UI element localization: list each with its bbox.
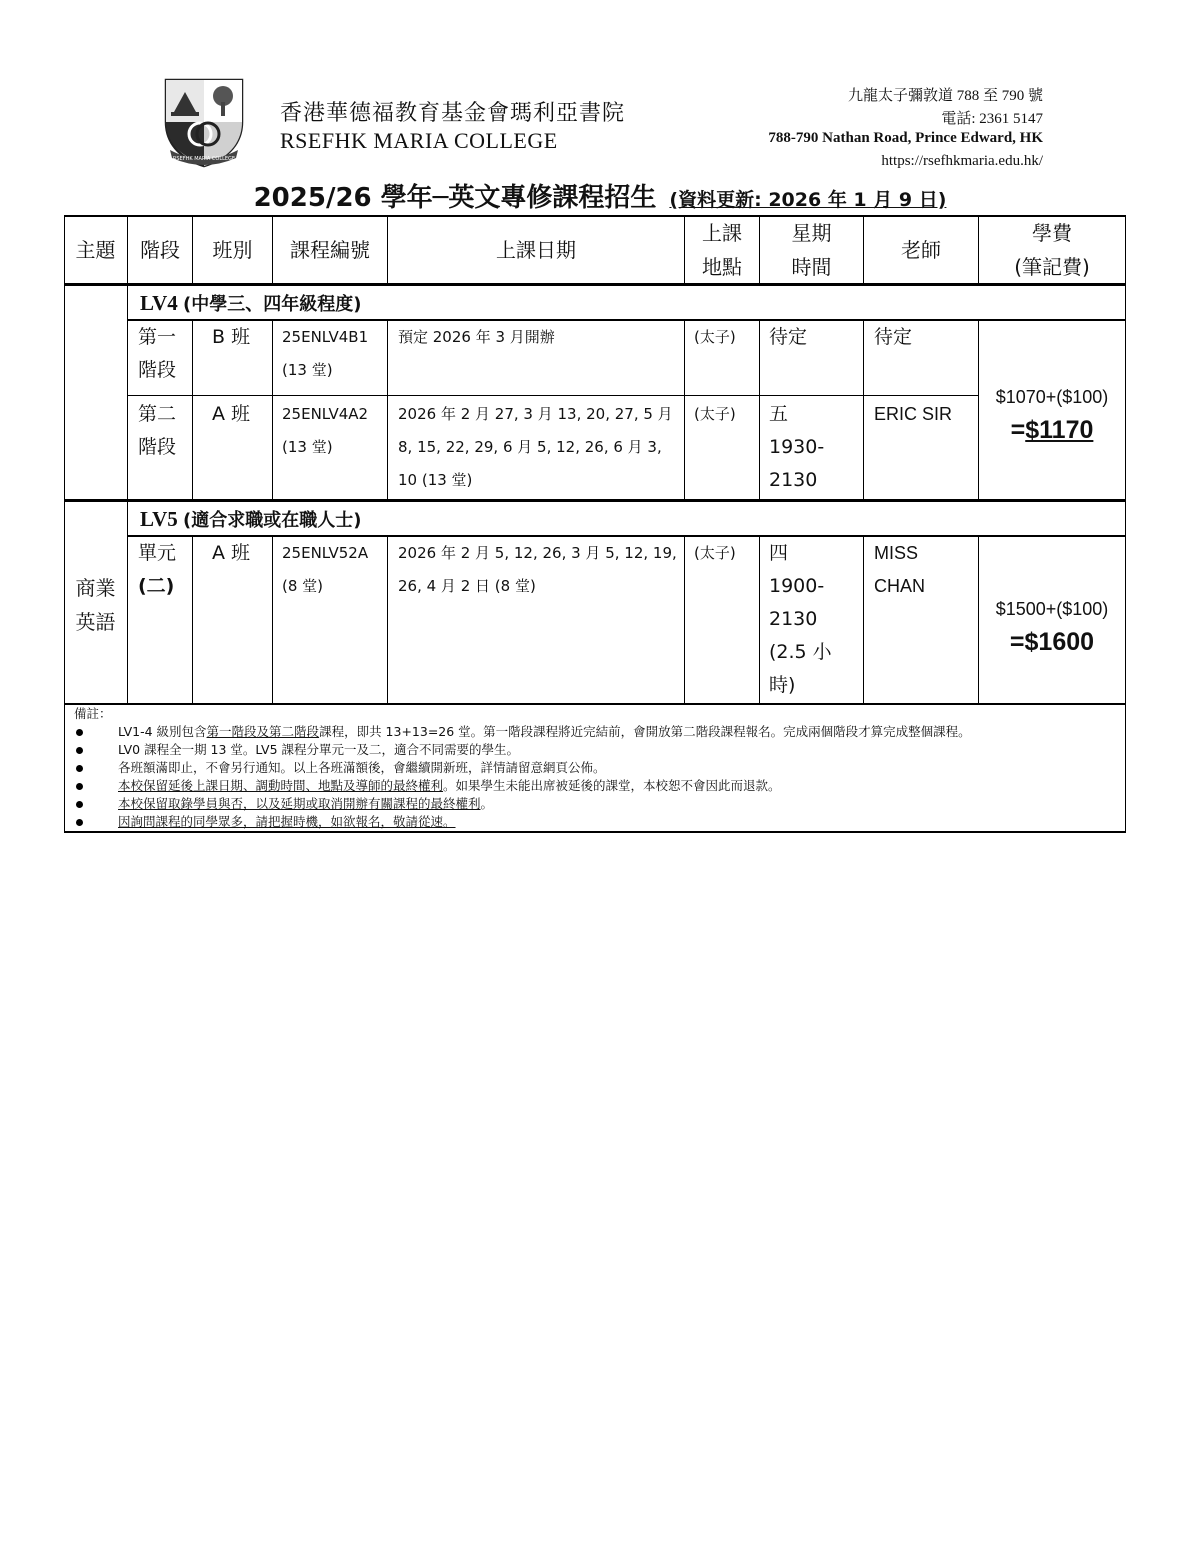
lv5-r1-time-line3: (2.5 小 — [769, 641, 832, 663]
lv4-r2-code — [282, 398, 368, 464]
note-1-pre: LV1-4 級別包含 — [118, 724, 207, 739]
lv4-fee-equals: = — [1010, 416, 1026, 444]
note-item — [74, 813, 1114, 831]
lv4-r2-dates — [398, 398, 673, 497]
note-item — [74, 741, 1114, 759]
lv5-r1-teacher-line1: MISS — [874, 543, 919, 563]
header-stage: 階段 — [140, 238, 180, 262]
note-4-post: 。如果學生未能出席被延後的課堂，本校恕不會因此而退款。 — [443, 778, 781, 793]
header-fee — [979, 217, 1125, 283]
lv4-r1-location: (太子) — [694, 328, 736, 346]
lv4-r2-time-line2: 2130 — [769, 469, 818, 491]
notes-section — [74, 705, 1114, 831]
lv4-r1-stage — [138, 321, 176, 387]
section-lv5-level: LV5 — [140, 507, 178, 531]
header-weektime-line2: 時間 — [791, 255, 832, 279]
website-link[interactable]: https://rsefhkmaria.edu.hk/ — [881, 153, 1043, 169]
lv5-r1-lessons: (8 堂) — [282, 577, 324, 595]
note-5-post: 。 — [480, 796, 494, 811]
lv4-r2-class: A 班 — [212, 403, 251, 425]
lv5-r1-weekday: 四 — [769, 542, 789, 564]
lv5-r1-teacher-line2: CHAN — [874, 576, 926, 596]
title-updated: (資料更新: 2026 年 1 月 9 日) — [669, 189, 947, 211]
lv5-r1-teacher — [874, 537, 925, 603]
lv5-r1-time-line2: 2130 — [769, 608, 818, 630]
section-lv4-level: LV4 — [140, 291, 178, 315]
note-4-underlined: 本校保留延後上課日期、調動時間、地點及導師的最終權利 — [118, 778, 444, 793]
lv5-r1-stage-line2: (二) — [138, 575, 175, 597]
address-en: 788-790 Nathan Road, Prince Edward, HK — [768, 130, 1043, 146]
subject-line1: 商業 — [75, 576, 116, 600]
lv5-r1-dates-line2: 26, 4 月 2 日 (8 堂) — [398, 577, 536, 595]
school-name-en: RSEFHK MARIA COLLEGE — [280, 128, 558, 153]
lv4-r2-dates-line3: 10 (13 堂) — [398, 471, 473, 489]
lv5-r1-stage — [138, 537, 176, 603]
note-item — [74, 723, 1114, 741]
lv5-r1-class: A 班 — [212, 542, 251, 564]
bullet-icon — [76, 729, 83, 736]
lv4-r2-weekday: 五 — [769, 403, 789, 425]
section-title-lv4 — [140, 287, 361, 319]
bullet-icon — [76, 747, 83, 754]
bullet-icon — [76, 819, 83, 826]
lv5-r1-code-id: 25ENLV52A — [282, 544, 369, 562]
bullet-icon — [76, 783, 83, 790]
note-1-post: 課程，即共 13+13=26 堂。第一階段課程將近完結前，會開放第二階段課程報名。完成兩個階段才算完成整個課程。 — [319, 724, 971, 739]
lv4-r2-time-line1: 1930- — [769, 436, 825, 458]
lv4-r2-code-id: 25ENLV4A2 — [282, 405, 369, 423]
lv4-fee-calc: $1070+($100) — [995, 387, 1109, 407]
lv4-r2-teacher: ERIC SIR — [874, 404, 953, 424]
header-fee-line1: 學費 — [1032, 221, 1072, 245]
section-lv4-desc: (中學三、四年級程度) — [183, 294, 362, 315]
lv5-fee-amount: $1600 — [1024, 628, 1095, 656]
lv4-r1-teacher: 待定 — [874, 326, 913, 348]
lv5-r1-dates — [398, 537, 677, 603]
lv5-fee-equals: = — [1009, 628, 1025, 656]
note-1-underlined: 第一階段及第二階段 — [206, 724, 320, 739]
header-weektime — [760, 217, 863, 283]
header-subject: 主題 — [75, 238, 116, 262]
bullet-icon — [76, 801, 83, 808]
lv4-fee-amount: $1170 — [1025, 416, 1094, 444]
header-code: 課程編號 — [290, 238, 370, 262]
logo-motto: RSEFHK MARIA COLLEGE — [172, 156, 236, 162]
school-name-zh: 香港華德福教育基金會瑪利亞書院 — [280, 101, 626, 126]
header-location — [685, 217, 759, 283]
note-item — [74, 759, 1114, 777]
lv4-r2-stage-line1: 第二 — [138, 403, 177, 425]
header-weektime-line1: 星期 — [791, 221, 832, 245]
lv4-r1-lessons: (13 堂) — [282, 361, 333, 379]
notes-label: 備註： — [74, 706, 112, 721]
subject-line2: 英語 — [75, 610, 116, 634]
note-item — [74, 795, 1114, 813]
title-main: 2025/26 學年─英文專修課程招生 — [253, 183, 657, 213]
header-teacher: 老師 — [901, 238, 941, 262]
bullet-icon — [76, 765, 83, 772]
note-6-underlined: 因詢問課程的同學眾多，請把握時機，如欲報名，敬請從速。 — [118, 814, 456, 829]
header-class: 班別 — [212, 238, 253, 262]
lv5-r1-time-line4: 時) — [769, 674, 796, 696]
lv4-r1-stage-line2: 階段 — [138, 359, 177, 381]
lv4-fee-total — [979, 414, 1125, 447]
section-lv5-desc: (適合求職或在職人士) — [183, 510, 362, 531]
lv4-r2-dates-line2: 8, 15, 22, 29, 6 月 5, 12, 26, 6 月 3, — [398, 438, 662, 456]
note-item — [74, 777, 1114, 795]
phone: 電話: 2361 5147 — [941, 111, 1043, 127]
section-title-lv5 — [140, 503, 361, 535]
lv5-r1-weektime — [769, 537, 832, 702]
subject-cell — [64, 571, 127, 639]
lv4-r1-weekday: 待定 — [769, 326, 808, 348]
lv4-fee — [979, 381, 1125, 447]
lv5-fee-total — [979, 626, 1125, 659]
lv4-r1-dates: 預定 2026 年 3 月開辦 — [398, 328, 555, 346]
lv5-r1-code — [282, 537, 368, 603]
lv4-r1-code-id: 25ENLV4B1 — [282, 328, 369, 346]
lv4-r2-lessons: (13 堂) — [282, 438, 333, 456]
lv4-r2-dates-line1: 2026 年 2 月 27, 3 月 13, 20, 27, 5 月 — [398, 405, 673, 423]
lv4-r2-location: (太子) — [694, 405, 736, 423]
lv4-r2-stage — [138, 398, 176, 464]
header-location-line2: 地點 — [702, 255, 742, 279]
lv4-r2-stage-line2: 階段 — [138, 436, 177, 458]
note-2-pre: LV0 課程全一期 13 堂。LV5 課程分單元一及二，適合不同需要的學生。 — [118, 742, 519, 757]
school-logo — [160, 76, 248, 168]
header-dates: 上課日期 — [496, 238, 576, 262]
header-location-line1: 上課 — [702, 221, 742, 245]
page-title — [0, 177, 1200, 214]
lv5-r1-time-line1: 1900- — [769, 575, 825, 597]
lv5-r1-location: (太子) — [694, 544, 736, 562]
note-5-underlined: 本校保留取錄學員與否，以及延期或取消開辦有關課程的最終權利 — [118, 796, 481, 811]
lv5-fee-calc: $1500+($100) — [995, 599, 1109, 619]
header-fee-line2: (筆記費) — [1014, 255, 1090, 279]
address-zh: 九龍太子彌敦道 788 至 790 號 — [847, 88, 1043, 104]
lv4-r1-stage-line1: 第一 — [138, 326, 177, 348]
lv4-r1-class: B 班 — [212, 326, 251, 348]
lv5-r1-dates-line1: 2026 年 2 月 5, 12, 26, 3 月 5, 12, 19, — [398, 544, 677, 562]
note-3-pre: 各班額滿即止，不會另行通知。以上各班滿額後，會繼續開新班，詳情請留意網頁公佈。 — [118, 760, 606, 775]
lv4-r2-weektime — [769, 398, 824, 497]
lv5-fee — [979, 593, 1125, 659]
lv5-r1-stage-line1: 單元 — [138, 542, 177, 564]
lv4-r1-code — [282, 321, 368, 387]
